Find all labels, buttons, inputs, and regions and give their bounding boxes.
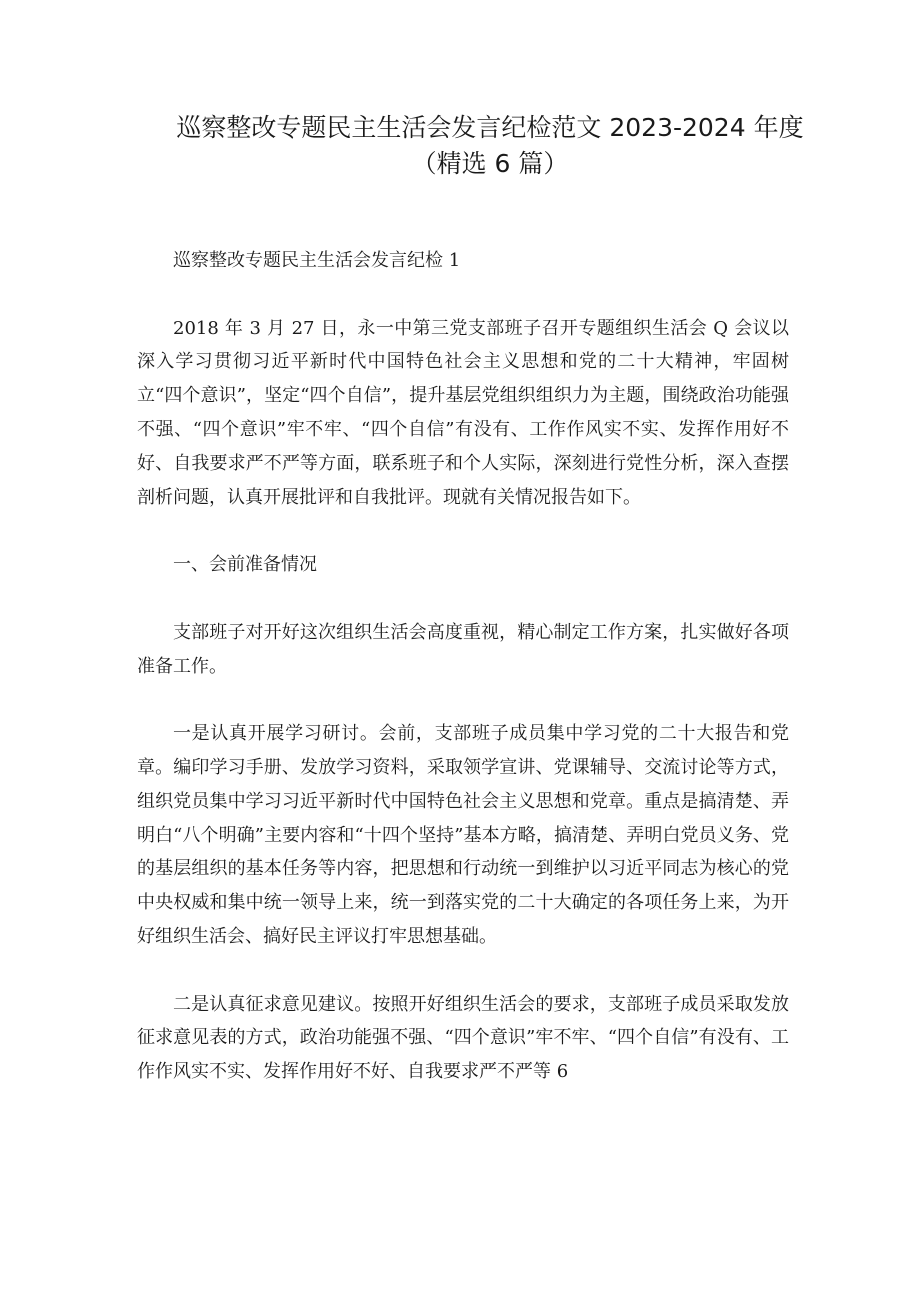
paragraph: 一是认真开展学习研讨。会前，支部班子成员集中学习党的二十大报告和党章。编印学习手册、发放学习资料，采取领学宣讲、党课辅导、交流讨论等方式，组织党员集中学习习近平新时代中国特色社会主义思想和党章。重点是搞清楚、弄明白“八个明确”主要内容和“十四个坚持”基本方略，搞清楚、弄明白党员义务、党的基层组织的基本任务等内容，把思想和行动统一到维护以习近平同志为核心的党中央权威和集中统一领导上来，统一到落实党的二十大确定的各项任务上来，为开好组织生活会、搞好民主评议打牢思想基础。 xyxy=(137,723,789,947)
title-line-1: 巡察整改专题民主生活会发言纪检范文 2023-2024 年度 xyxy=(176,113,804,142)
document-body xyxy=(137,244,789,1123)
paragraph: 2018 年 3 月 27 日，永一中第三党支部班子召开专题组织生活会 Q 会议以深入学习贯彻习近平新时代中国特色社会主义思想和党的二十大精神，牢固树立“四个意识”，坚定“四个自信”，提升基层党组织组织力为主题，围绕政治功能强不强、“四个意识”牢不牢、“四个自信”有没有、工作作风实不实、发挥作用好不好、自我要求严不严等方面，联系班子和个人实际，深刻进行党性分析，深入查摆剖析问题，认真开展批评和自我批评。现就有关情况报告如下。 xyxy=(137,317,789,508)
title-line-2: （精选 6 篇） xyxy=(411,149,569,178)
section-heading: 一、会前准备情况 xyxy=(173,554,317,576)
document-title xyxy=(140,110,840,182)
paragraph: 支部班子对开好这次组织生活会高度重视，精心制定工作方案，扎实做好各项准备工作。 xyxy=(137,621,789,677)
paragraph: 二是认真征求意见建议。按照开好组织生活会的要求，支部班子成员采取发放征求意见表的方式，政治功能强不强、“四个意识”牢不牢、“四个自信”有没有、工作作风实不实、发挥作用好不好、自我要求严不严等 6 xyxy=(137,993,789,1083)
section-heading: 巡察整改专题民主生活会发言纪检 1 xyxy=(173,250,461,271)
